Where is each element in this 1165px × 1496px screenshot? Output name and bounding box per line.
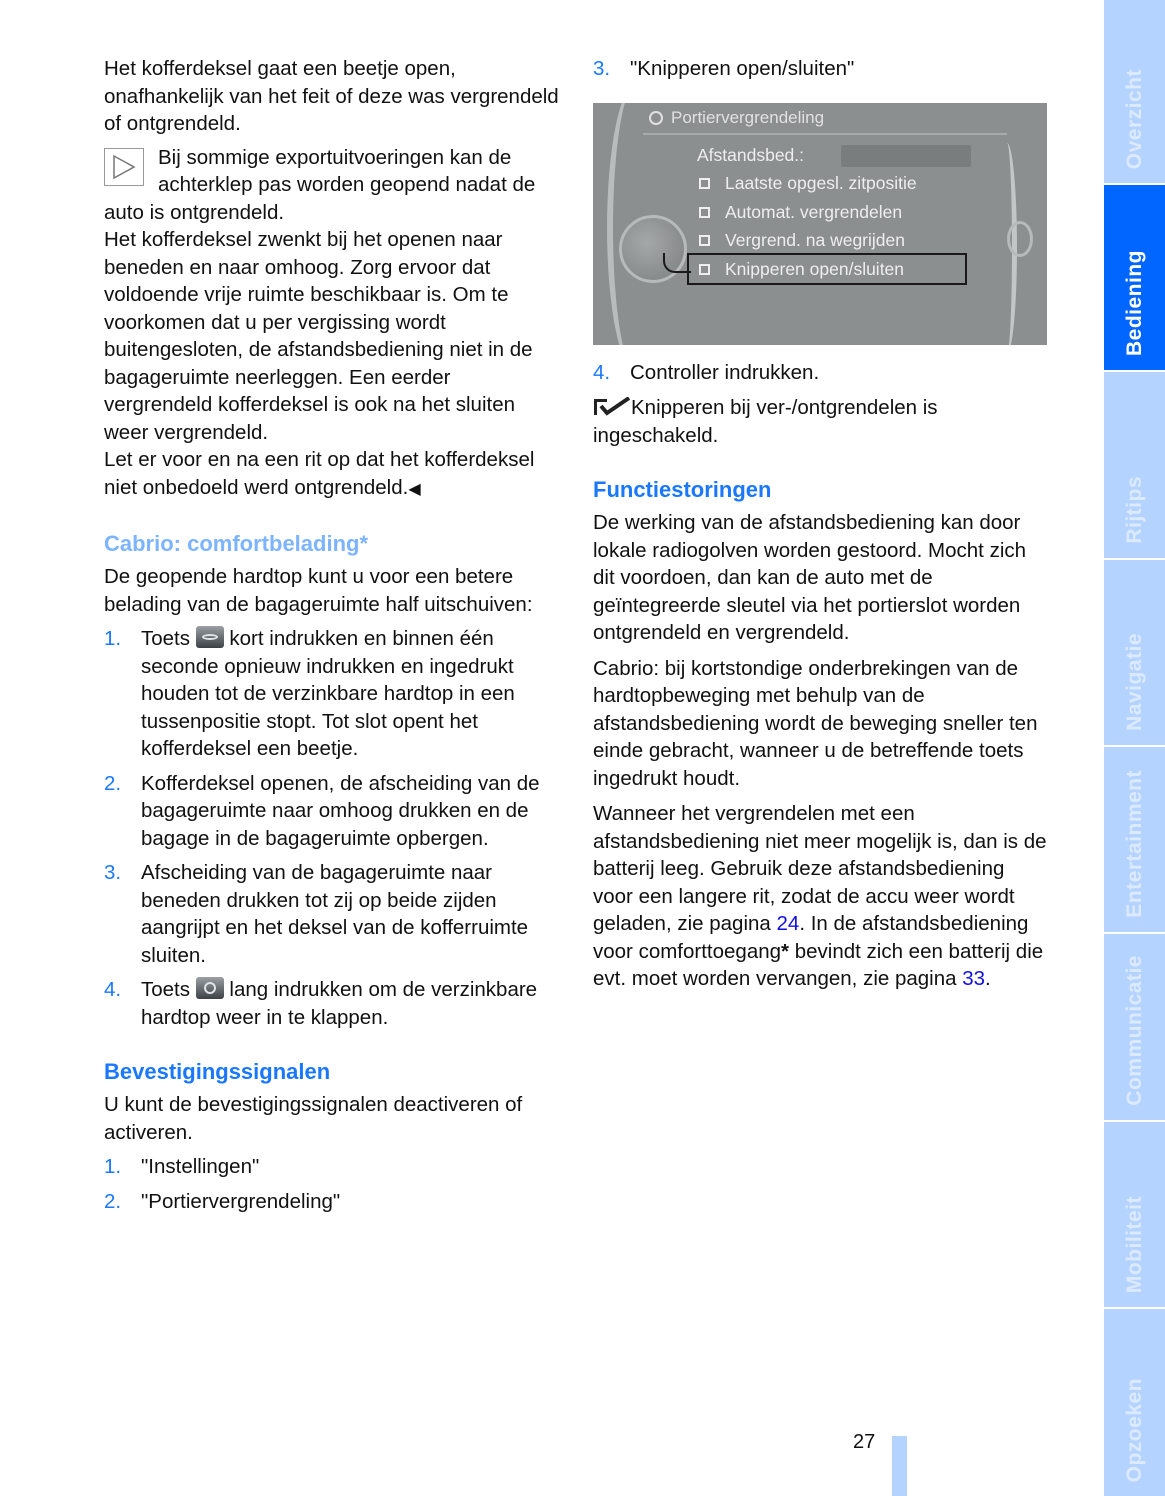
intro-paragraph: Het kofferdeksel gaat een beetje open, onafhankelijk van het feit of deze was vergrendeld of ontgrendeld. (104, 57, 559, 135)
idrive-screen-image (593, 103, 1047, 345)
cabrio-intro: De geopende hardtop kunt u voor een betere belading van de bagageruimte half uitschuiven: (104, 565, 533, 616)
option-flash-open-close: Knipperen open/sluiten (689, 255, 965, 284)
option-last-seat-position: Laatste opgesl. zitpositie (697, 169, 977, 198)
settings-gear-icon (649, 111, 663, 125)
option-auto-lock: Automat. vergrendelen (697, 198, 977, 227)
page-marker-bar (892, 1436, 907, 1496)
continued-steps-2 (593, 359, 1048, 387)
list-item: 2. Kofferdeksel openen, de afscheiding van de bagageruimte naar omhoog drukken en de bagage in de bagageruimte opbergen. (104, 771, 540, 850)
checkbox-icon (699, 178, 710, 189)
list-item: 1. Toets kort indrukken en binnen één seconde opnieuw indrukken en ingedrukt houden tot de verzinkbare hardtop in een tussenpositie stopt. Tot slot opent het kofferdeksel een beetje. (104, 627, 515, 760)
left-column (104, 55, 559, 1215)
tab-communicatie[interactable]: Communicatie (1104, 934, 1165, 1120)
malfunction-p1: De werking van de afstandsbediening kan door lokale radiogolven worden gestoord. Mocht zich dit voordoen, dan kan de auto met de geïntegreerde sleutel via het portierslot worden ontgrendeld en vergrendeld. (593, 511, 1027, 644)
tab-rijtips[interactable]: Rijtips (1104, 372, 1165, 558)
list-item: 4. Controller indrukken. (593, 360, 820, 384)
chapter-tabs (1104, 0, 1165, 1496)
heading-malfunction: Functiestoringen (593, 477, 772, 502)
result-text: Knipperen bij ver-/ontgrendelen is ingeschakeld. (593, 396, 938, 447)
note-paragraph-3: Let er voor en na een rit op dat het kofferdeksel niet onbedoeld werd ontgrendeld.◀ (104, 448, 535, 499)
list-item: 2. "Portiervergrendeling" (104, 1189, 341, 1213)
malfunction-p3: Wanneer het vergrendelen met een afstandsbediening niet meer mogelijk is, dan is de batterij leeg. Gebruik deze afstandsbediening voor een langere rit, zodat de accu weer wordt geladen, zie pagina 24. In de afstandsbediening voor comforttoegang* bevindt zich een batterij die evt. moet worden vervangen, zie pagina 33. (593, 802, 1047, 990)
note-paragraph-2: Het kofferdeksel zwenkt bij het openen naar beneden en naar omhoog. Zorg ervoor dat voldoende vrije ruimte beschikbaar is. Om te voorkomen dat u per vergissing wordt buitengesloten, de afstandsbediening niet in de bagageruimte neerleggen. Een eerder vergrendeld kofferdeksel is ook na het sluiten weer vergrendeld. (104, 228, 533, 444)
heading-signals: Bevestigingssignalen (104, 1059, 331, 1084)
note-block (104, 144, 559, 504)
list-item: 4. Toets lang indrukken om de verzinkbare hardtop weer in te klappen. (104, 978, 538, 1029)
controller-knob-right-icon (1007, 221, 1033, 257)
checkbox-checked-icon (593, 397, 631, 417)
checkbox-icon (699, 207, 710, 218)
remote-label: Afstandsbed.: (697, 144, 805, 165)
tab-navigatie[interactable]: Navigatie (1104, 560, 1165, 745)
tab-mobiliteit[interactable]: Mobiliteit (1104, 1122, 1165, 1307)
page-link-33[interactable]: 33 (962, 967, 986, 990)
heading-cabrio: Cabrio: comfortbelading* (104, 531, 369, 556)
tab-entertainment[interactable]: Entertainment (1104, 747, 1165, 932)
continued-steps (593, 55, 1048, 83)
option-lock-after-drive: Vergrend. na wegrijden (697, 226, 977, 255)
list-item: 1. "Instellingen" (104, 1155, 260, 1178)
tab-overzicht[interactable]: Overzicht (1104, 0, 1165, 183)
screen-title-bar: Portiervergrendeling (643, 103, 1007, 135)
list-item: 3. Afscheiding van de bagageruimte naar beneden drukken tot zij op beide zijden aangrijpt en het deksel van de kofferruimte sluiten. (104, 861, 529, 967)
malfunction-p2: Cabrio: bij kortstondige onderbrekingen van de hardtopbeweging met behulp van de afstandsbediening wordt de beweging sneller ten einde gebracht, wanneer u de betreffende toets ingedrukt houdt. (593, 656, 1038, 790)
callout-line (663, 253, 691, 273)
signals-intro: U kunt de bevestigingssignalen deactiveren of activeren. (104, 1093, 523, 1144)
signals-steps (104, 1153, 559, 1215)
hardtop-close-button-icon (196, 977, 224, 999)
page-link-24[interactable]: 24 (776, 912, 800, 935)
end-mark-icon: ◀ (408, 480, 421, 498)
list-item: 3. "Knipperen open/sluiten" (593, 57, 855, 80)
tab-opzoeken[interactable]: Opzoeken (1104, 1309, 1165, 1496)
screen-options (697, 141, 977, 284)
hardtop-open-button-icon (196, 626, 224, 648)
checkbox-icon (699, 264, 710, 275)
note-text: Bij sommige exportuitvoeringen kan de achterklep pas worden geopend nadat de auto is ontgrendeld. (104, 145, 536, 224)
optional-equipment-star-icon: * (781, 939, 790, 963)
triangle-play-note-icon (104, 148, 144, 186)
cabrio-steps (104, 625, 559, 1031)
page-number: 27 (853, 1431, 876, 1453)
tab-bediening[interactable]: Bediening (1104, 185, 1165, 370)
right-column (593, 55, 1048, 993)
checkbox-icon (699, 235, 710, 246)
